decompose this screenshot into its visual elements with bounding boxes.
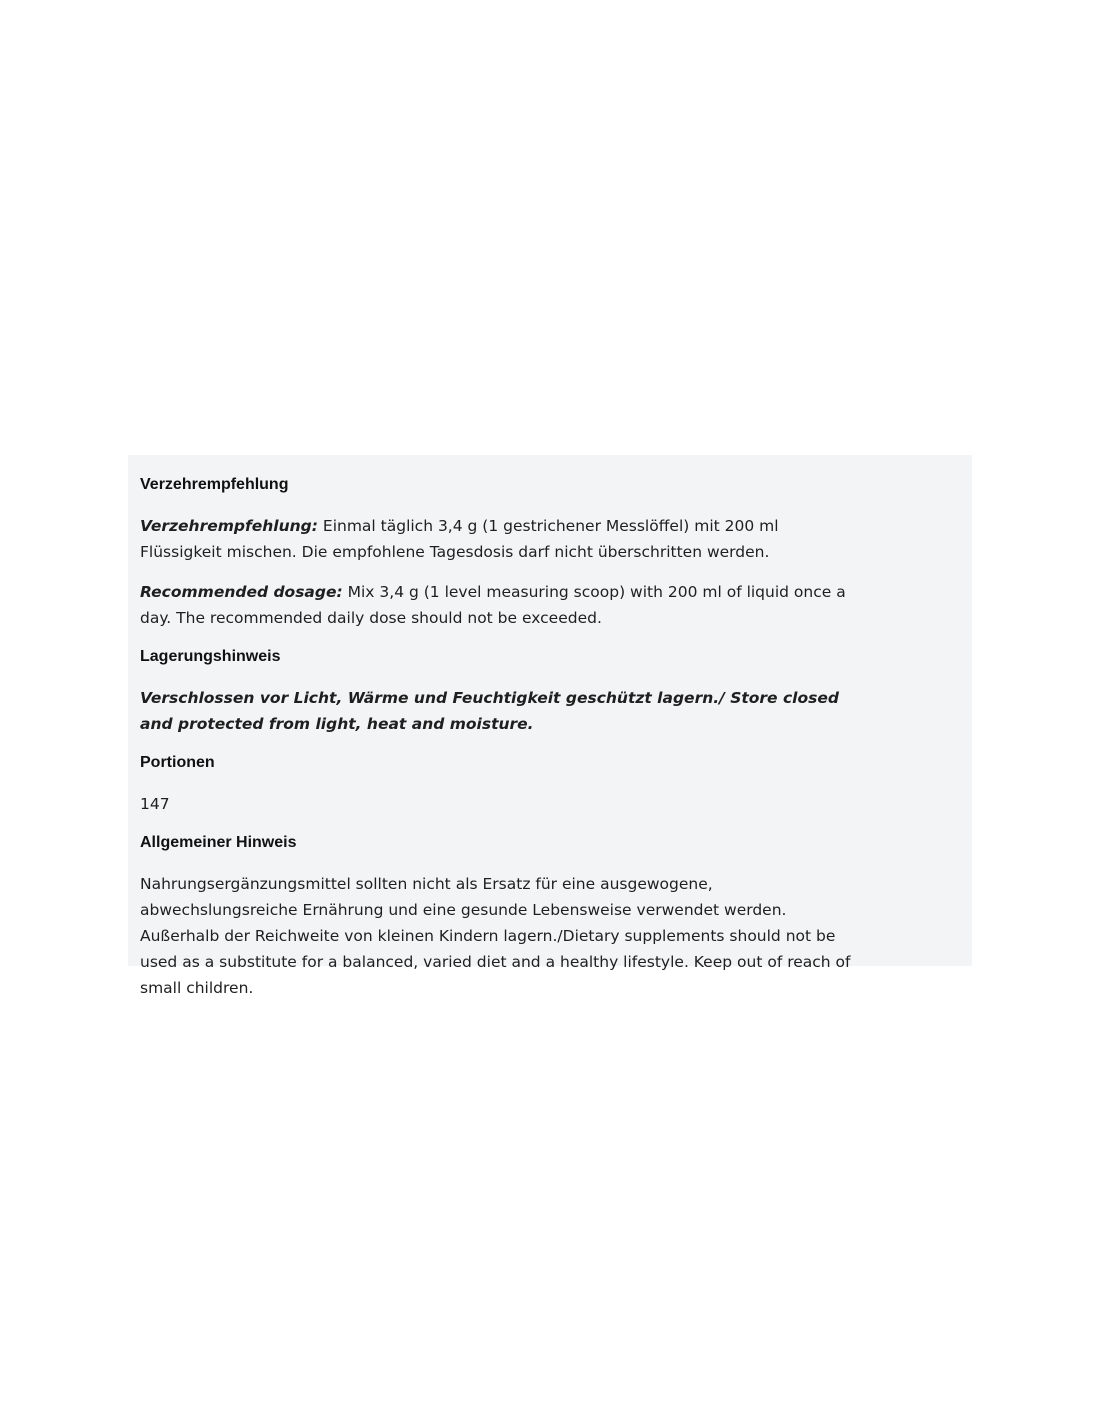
dosage-heading: Verzehrempfehlung bbox=[140, 476, 289, 493]
storage-heading: Lagerungshinweis bbox=[140, 648, 281, 665]
dosage-english-lead: Recommended dosage: bbox=[140, 583, 343, 601]
dosage-german-paragraph bbox=[140, 513, 860, 565]
product-info-panel bbox=[128, 455, 972, 997]
portions-heading: Portionen bbox=[140, 754, 215, 771]
general-note-text: Nahrungsergänzungsmittel sollten nicht als Ersatz für eine ausgewogene, abwechslungsreiche Ernährung und eine gesunde Lebensweise verwendet werden. Außerhalb der Reichweite von kleinen Kindern lagern./Dietary supplements should not be used as a substitute for a balanced, varied diet and a healthy lifestyle. Keep out of reach of small children. bbox=[140, 875, 851, 997]
dosage-german-lead: Verzehrempfehlung: bbox=[140, 517, 318, 535]
general-note-heading: Allgemeiner Hinweis bbox=[140, 834, 297, 851]
storage-text: Verschlossen vor Licht, Wärme und Feuchtigkeit geschützt lagern./ Store closed and protected from light, heat and moisture. bbox=[140, 689, 839, 733]
dosage-english-text: Mix 3,4 g (1 level measuring scoop) with 200 ml of liquid once a day. The recommended daily dose should not be exceeded. bbox=[140, 583, 846, 627]
dosage-german-text: Einmal täglich 3,4 g (1 gestrichener Messlöffel) mit 200 ml Flüssigkeit mischen. Die empfohlene Tagesdosis darf nicht überschritten werden. bbox=[140, 517, 779, 561]
portions-value: 147 bbox=[140, 795, 170, 813]
product-info-content bbox=[140, 475, 860, 1001]
dosage-english-paragraph bbox=[140, 579, 860, 631]
